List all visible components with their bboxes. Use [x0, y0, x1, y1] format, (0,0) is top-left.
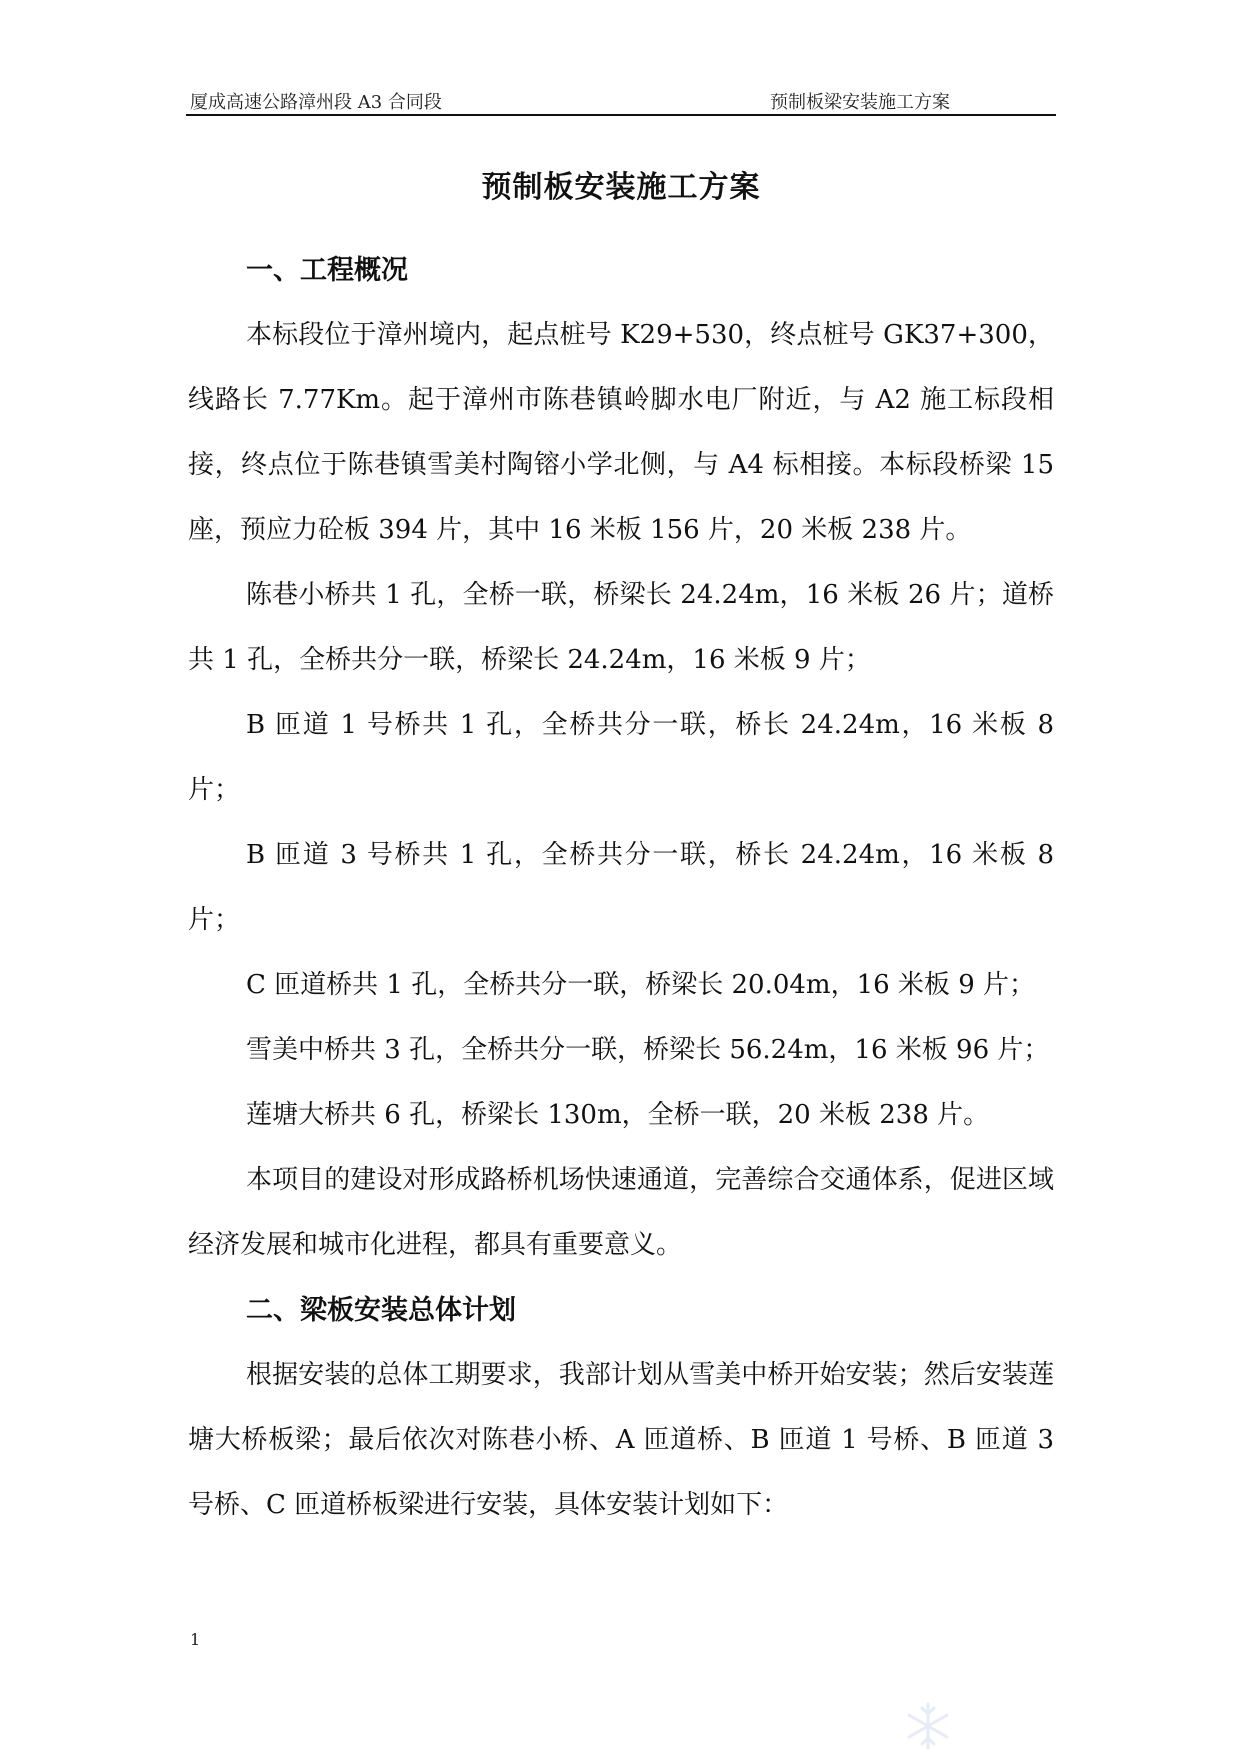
snowflake-icon: [900, 1698, 956, 1754]
paragraph: 本项目的建设对形成路桥机场快速通道，完善综合交通体系，促进区域经济发展和城市化进程，都具有重要意义。: [188, 1165, 1054, 1260]
paragraph: B 匝道 3 号桥共 1 孔，全桥共分一联，桥长 24.24m，16 米板 8 片；: [188, 840, 1054, 935]
page-number: 1: [190, 1630, 201, 1649]
paragraph: B 匝道 1 号桥共 1 孔，全桥共分一联，桥长 24.24m，16 米板 8 片；: [188, 710, 1054, 805]
header-document-title: 预制板梁安装施工方案: [770, 92, 950, 113]
paragraph: C 匝道桥共 1 孔，全桥共分一联，桥梁长 20.04m，16 米板 9 片；: [246, 970, 1036, 1000]
header-divider: [186, 114, 1056, 116]
header-project-name: 厦成高速公路漳州段 A3 合同段: [190, 92, 442, 113]
document-body: [188, 238, 1054, 1538]
paragraph: 根据安装的总体工期要求，我部计划从雪美中桥开始安装；然后安装莲塘大桥板梁；最后依次对陈巷小桥、A 匝道桥、B 匝道 1 号桥、B 匝道 3 号桥、C 匝道桥板梁进行安装，具体安装计划如下：: [188, 1360, 1054, 1520]
paragraph: 本标段位于漳州境内，起点桩号 K29+530，终点桩号 GK37+300，线路长 7.77Km。起于漳州市陈巷镇岭脚水电厂附近，与 A2 施工标段相接，终点位于陈巷镇雪美村陶镕小学北侧，与 A4 标相接。本标段桥梁 15 座，预应力砼板 394 片，其中 16 米板 156 片，20 米板 238 片。: [188, 320, 1054, 545]
paragraph: 莲塘大桥共 6 孔，桥梁长 130m，全桥一联，20 米板 238 片。: [246, 1100, 990, 1130]
page-title: 预制板安装施工方案: [481, 170, 761, 205]
paragraph: 雪美中桥共 3 孔，全桥共分一联，桥梁长 56.24m，16 米板 96 片；: [246, 1035, 1050, 1065]
section-heading-installation-plan: 二、梁板安装总体计划: [246, 1295, 516, 1326]
paragraph: 陈巷小桥共 1 孔，全桥一联，桥梁长 24.24m，16 米板 26 片；道桥共 1 孔，全桥共分一联，桥梁长 24.24m，16 米板 9 片；: [188, 580, 1054, 675]
section-heading-overview: 一、工程概况: [246, 255, 408, 286]
